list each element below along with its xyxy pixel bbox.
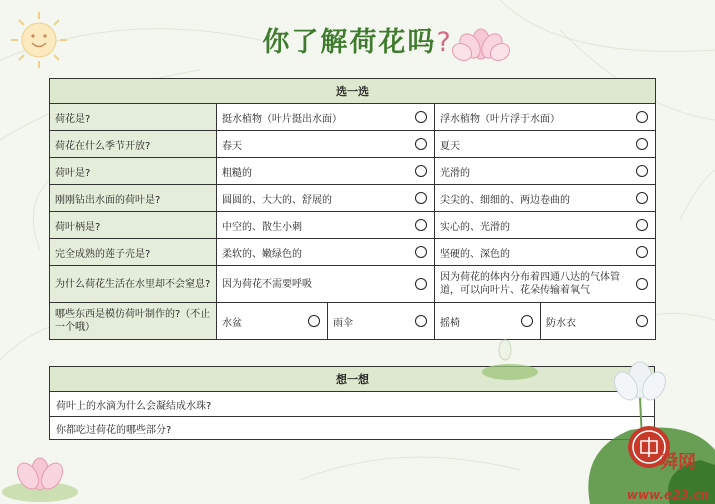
option-label: 水盆 xyxy=(222,317,242,329)
option-label: 光滑的 xyxy=(440,167,470,179)
radio-button[interactable] xyxy=(415,111,427,123)
radio-button[interactable] xyxy=(636,165,648,177)
option-label: 中空的、散生小刺 xyxy=(222,221,302,233)
checkbox-circle[interactable] xyxy=(521,315,533,327)
option-label: 雨伞 xyxy=(333,317,353,329)
radio-button[interactable] xyxy=(415,165,427,177)
radio-button[interactable] xyxy=(415,278,427,290)
question-label: 荷叶柄是? xyxy=(50,212,217,239)
open-question-label: 荷叶上的水滴为什么会凝结成水珠? xyxy=(50,392,655,417)
radio-button[interactable] xyxy=(636,138,648,150)
radio-button[interactable] xyxy=(415,192,427,204)
answer-option[interactable] xyxy=(217,239,435,266)
site-logo-text: 舜网 xyxy=(660,452,696,473)
question-row xyxy=(50,104,656,131)
site-url-watermark: www.e23.cn xyxy=(626,488,709,502)
answer-option[interactable] xyxy=(435,131,656,158)
option-label: 摇椅 xyxy=(440,317,460,329)
page-title-mark: ? xyxy=(436,27,453,58)
answer-option[interactable] xyxy=(217,104,435,131)
multiple-choice-table xyxy=(49,78,656,340)
question-row xyxy=(50,212,656,239)
question-label: 刚刚钻出水面的荷叶是? xyxy=(50,185,217,212)
radio-button[interactable] xyxy=(636,192,648,204)
question-row xyxy=(50,185,656,212)
answer-option[interactable] xyxy=(217,303,328,340)
option-label: 挺水植物（叶片挺出水面） xyxy=(222,113,342,125)
answer-option[interactable] xyxy=(435,239,656,266)
option-label: 柔软的、嫩绿色的 xyxy=(222,248,302,260)
answer-option[interactable] xyxy=(217,266,435,303)
radio-button[interactable] xyxy=(415,246,427,258)
option-label: 尖尖的、细细的、两边卷曲的 xyxy=(440,194,570,206)
answer-option[interactable] xyxy=(217,158,435,185)
checkbox-circle[interactable] xyxy=(415,315,427,327)
option-label: 防水衣 xyxy=(546,317,576,329)
lotus-flower-icon xyxy=(452,14,510,62)
radio-button[interactable] xyxy=(636,246,648,258)
page-title xyxy=(0,20,715,59)
option-label: 坚硬的、深色的 xyxy=(440,248,510,260)
option-label: 因为荷花不需要呼吸 xyxy=(222,278,312,290)
checkbox-circle[interactable] xyxy=(308,315,320,327)
think-heading: 想一想 xyxy=(50,367,655,392)
lotus-flower-icon xyxy=(0,436,80,504)
question-row xyxy=(50,131,656,158)
question-label: 荷花是? xyxy=(50,104,217,131)
option-label: 浮水植物（叶片浮于水面） xyxy=(440,113,560,125)
page-title-text: 你了解荷花吗 xyxy=(262,27,437,58)
radio-button[interactable] xyxy=(415,219,427,231)
answer-option[interactable] xyxy=(435,212,656,239)
answer-option[interactable] xyxy=(217,131,435,158)
option-label: 圆圆的、大大的、舒展的 xyxy=(222,194,332,206)
option-label: 粗糙的 xyxy=(222,167,252,179)
answer-option[interactable] xyxy=(217,185,435,212)
answer-option[interactable] xyxy=(435,158,656,185)
question-row xyxy=(50,158,656,185)
question-label: 为什么荷花生活在水里却不会窒息? xyxy=(50,266,217,303)
question-row xyxy=(50,239,656,266)
radio-button[interactable] xyxy=(636,219,648,231)
radio-button[interactable] xyxy=(636,278,648,290)
question-label: 完全成熟的莲子壳是? xyxy=(50,239,217,266)
answer-option[interactable] xyxy=(217,212,435,239)
option-label: 夏天 xyxy=(440,140,460,152)
choose-heading: 选一选 xyxy=(50,79,656,104)
question-label: 哪些东西是模仿荷叶制作的?（不止一个哦） xyxy=(50,303,217,340)
checkbox-circle[interactable] xyxy=(636,315,648,327)
question-label: 荷花在什么季节开放? xyxy=(50,131,217,158)
option-label: 春天 xyxy=(222,140,242,152)
answer-option[interactable] xyxy=(328,303,435,340)
open-question-label: 你都吃过荷花的哪些部分? xyxy=(50,417,655,440)
question-row xyxy=(50,266,656,303)
answer-option[interactable] xyxy=(435,104,656,131)
radio-button[interactable] xyxy=(636,111,648,123)
radio-button[interactable] xyxy=(415,138,427,150)
answer-option[interactable] xyxy=(435,185,656,212)
lotus-leaves-decoration xyxy=(470,330,715,504)
answer-option[interactable] xyxy=(435,266,656,303)
option-label: 因为荷花的体内分布着四通八达的气体管道，可以向叶片、花朵传输着氧气 xyxy=(440,272,620,296)
question-label: 荷叶是? xyxy=(50,158,217,185)
option-label: 实心的、光滑的 xyxy=(440,221,510,233)
